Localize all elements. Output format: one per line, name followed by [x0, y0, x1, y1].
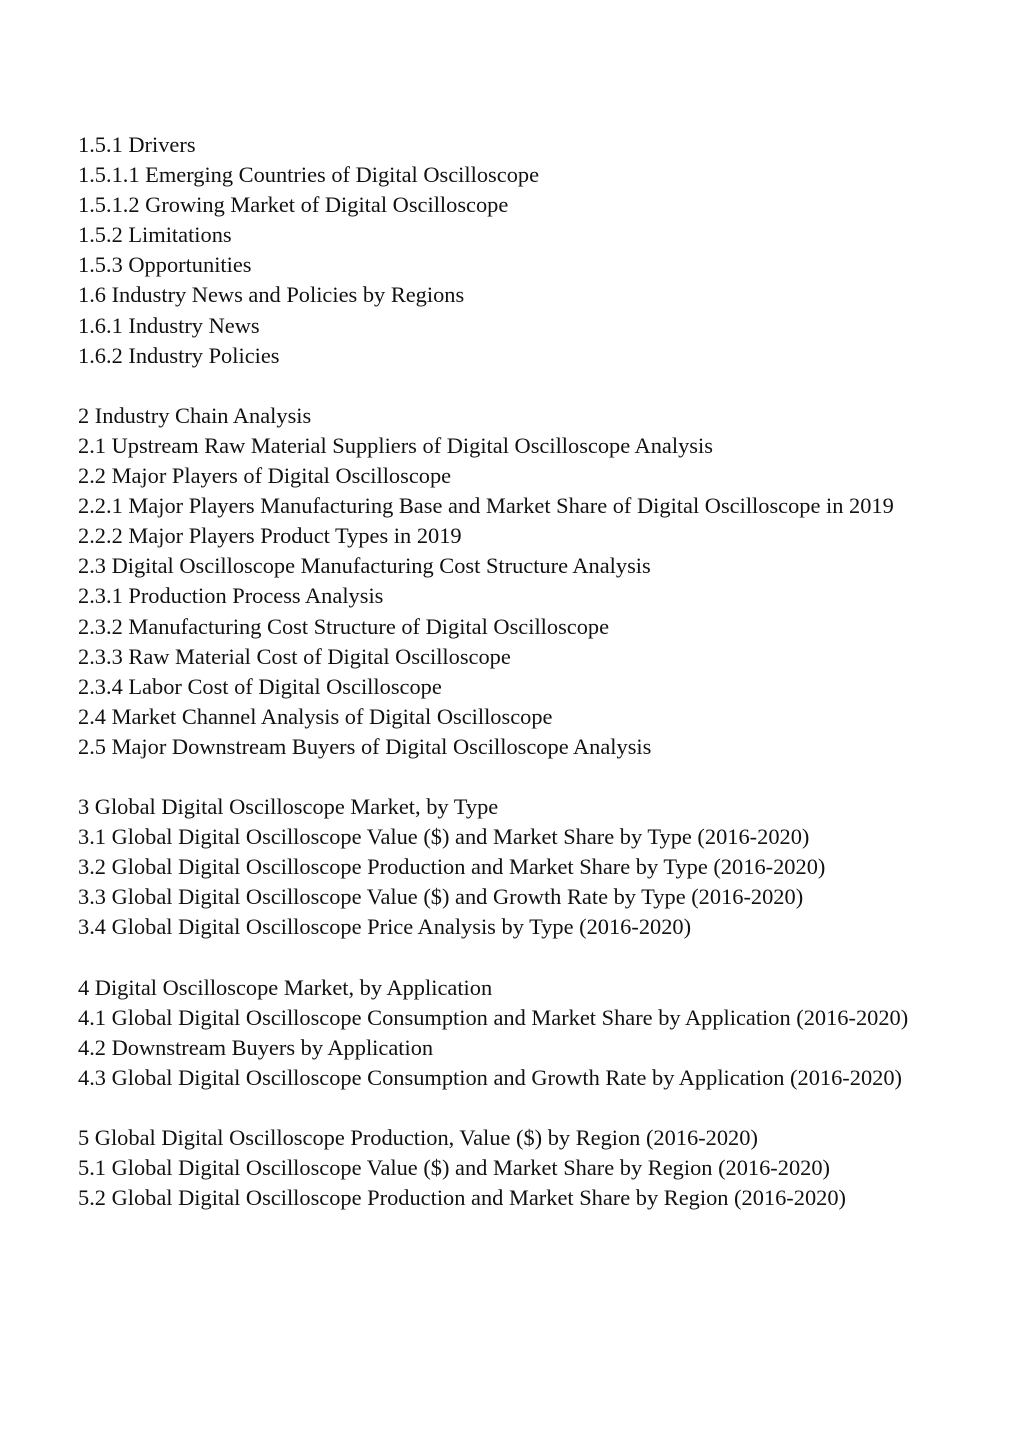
- toc-entry: 1.6.2 Industry Policies: [78, 342, 280, 368]
- toc-entry: 1.5.3 Opportunities: [78, 252, 252, 278]
- toc-entry: 5.1 Global Digital Oscilloscope Value ($) and Market Share by Region (2016-2020): [78, 1155, 830, 1181]
- toc-entry: 3.2 Global Digital Oscilloscope Production and Market Share by Type (2016-2020): [78, 854, 826, 880]
- toc-section-2: [78, 401, 958, 762]
- toc-entry: 2.5 Major Downstream Buyers of Digital Oscilloscope Analysis: [78, 733, 652, 759]
- toc-entry: 1.5.2 Limitations: [78, 222, 232, 248]
- toc-entry: 2.2.1 Major Players Manufacturing Base and Market Share of Digital Oscilloscope in 2019: [78, 493, 894, 519]
- toc-entry: 4.1 Global Digital Oscilloscope Consumption and Market Share by Application (2016-2020): [78, 1004, 909, 1030]
- toc-section-3: [78, 792, 958, 942]
- toc-entry: 1.5.1.1 Emerging Countries of Digital Oscilloscope: [78, 162, 540, 188]
- toc-entry: 1.6 Industry News and Policies by Regions: [78, 282, 465, 308]
- toc-entry: 2.3.2 Manufacturing Cost Structure of Digital Oscilloscope: [78, 613, 610, 639]
- toc-entry: 3.1 Global Digital Oscilloscope Value ($) and Market Share by Type (2016-2020): [78, 824, 810, 850]
- toc-entry: 2.1 Upstream Raw Material Suppliers of Digital Oscilloscope Analysis: [78, 432, 713, 458]
- toc-entry: 3.4 Global Digital Oscilloscope Price Analysis by Type (2016-2020): [78, 914, 692, 940]
- toc-entry: 2.2.2 Major Players Product Types in 2019: [78, 523, 462, 549]
- toc-section-4: [78, 973, 958, 1093]
- toc-entry: 2.3.1 Production Process Analysis: [78, 583, 384, 609]
- toc-section-1: [78, 130, 958, 371]
- toc-entry: 4.3 Global Digital Oscilloscope Consumption and Growth Rate by Application (2016-2020): [78, 1064, 902, 1090]
- toc-entry: 1.5.1 Drivers: [78, 132, 196, 157]
- toc-entry: 4.2 Downstream Buyers by Application: [78, 1034, 434, 1060]
- toc-entry: 2.3.4 Labor Cost of Digital Oscilloscope: [78, 673, 442, 699]
- document-page: [78, 130, 958, 1213]
- toc-section-5: [78, 1123, 958, 1213]
- toc-entry: 1.5.1.2 Growing Market of Digital Oscilloscope: [78, 192, 509, 218]
- toc-entry: 2.3.3 Raw Material Cost of Digital Oscilloscope: [78, 643, 511, 669]
- toc-entry: 5.2 Global Digital Oscilloscope Production and Market Share by Region (2016-2020): [78, 1185, 846, 1211]
- toc-heading: 5 Global Digital Oscilloscope Production, Value ($) by Region (2016-2020): [78, 1125, 758, 1151]
- toc-entry: 2.3 Digital Oscilloscope Manufacturing Cost Structure Analysis: [78, 553, 651, 579]
- toc-entry: 2.4 Market Channel Analysis of Digital Oscilloscope: [78, 703, 553, 729]
- toc-heading: 2 Industry Chain Analysis: [78, 402, 312, 428]
- toc-entry: 1.6.1 Industry News: [78, 312, 260, 338]
- toc-entry: 2.2 Major Players of Digital Oscilloscope: [78, 463, 452, 489]
- toc-entry: 3.3 Global Digital Oscilloscope Value ($) and Growth Rate by Type (2016-2020): [78, 884, 804, 910]
- toc-heading: 3 Global Digital Oscilloscope Market, by Type: [78, 794, 499, 820]
- toc-heading: 4 Digital Oscilloscope Market, by Application: [78, 974, 493, 1000]
